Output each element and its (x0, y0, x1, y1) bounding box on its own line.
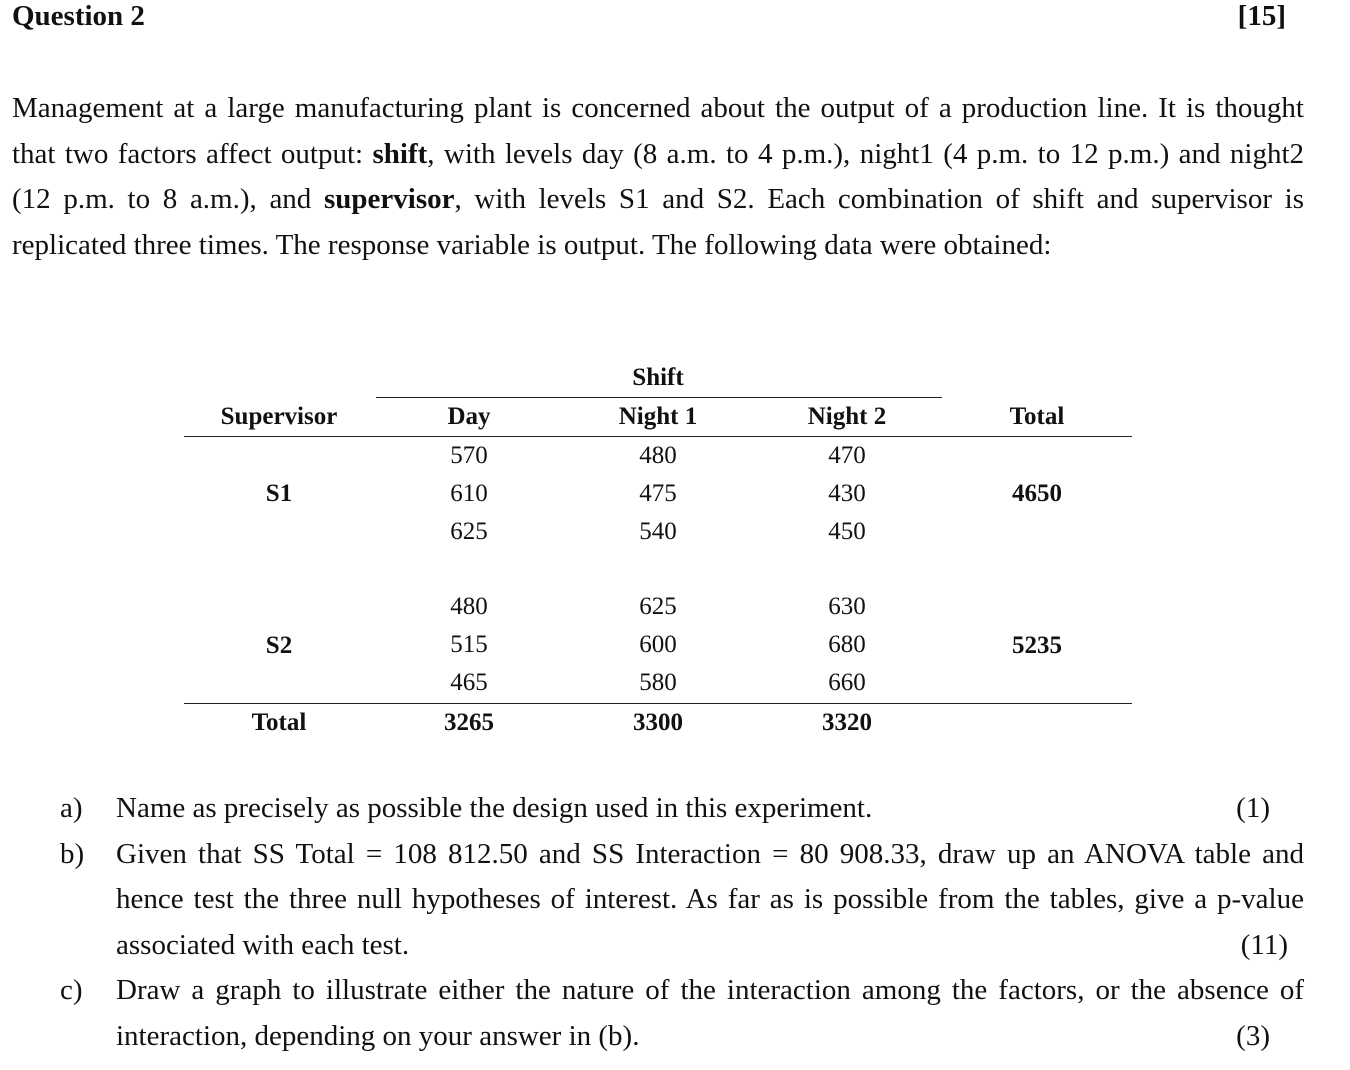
s2-total: 5235 (1012, 632, 1062, 659)
intro-shift-word: shift (372, 137, 428, 170)
total-night2: 3320 (822, 709, 872, 736)
col-night1: Night 1 (618, 403, 698, 430)
sub-question-c (60, 968, 1304, 1059)
col-total: Total (1009, 403, 1065, 430)
s2-day-2: 515 (450, 631, 488, 658)
sub-question-marks: (3) (1236, 1019, 1270, 1052)
s1-night1-1: 480 (639, 442, 677, 469)
sub-question-b (60, 832, 1304, 969)
sub-question-marks: (11) (1240, 928, 1288, 961)
row-total-label: Total (251, 709, 307, 736)
sub-question-text: Name as precisely as possible the design used in this experiment. (116, 792, 873, 824)
s1-day-2: 610 (450, 480, 488, 507)
sub-questions (60, 786, 1304, 1059)
s1-night2-2: 430 (828, 480, 866, 507)
sub-question-label: c) (60, 974, 83, 1006)
shift-header: Shift (632, 364, 684, 391)
s1-night2-1: 470 (828, 442, 866, 469)
question-intro (12, 86, 1304, 268)
col-night2: Night 2 (807, 403, 887, 430)
header-rule (184, 436, 1132, 437)
row-s2-label: S2 (265, 632, 293, 659)
sub-question-text: Given that SS Total = 108 812.50 and SS Interaction = 80 908.33, draw up an ANOVA table and hence test the three null hypotheses of interest. As far as is possible from the tables, give a p-value associated with each test. (116, 837, 1304, 961)
sub-question-label: b) (60, 837, 85, 870)
sub-question-a (60, 786, 1304, 832)
total-day: 3265 (444, 709, 494, 736)
sub-question-marks: (1) (1236, 792, 1270, 824)
s1-day-3: 625 (450, 518, 488, 545)
s2-night2-1: 630 (828, 593, 866, 620)
s2-night2-3: 660 (828, 669, 866, 696)
s2-day-1: 480 (450, 593, 488, 620)
s1-total: 4650 (1012, 480, 1062, 507)
total-night1: 3300 (633, 709, 683, 736)
s2-night1-2: 600 (639, 631, 677, 658)
s2-day-3: 465 (450, 669, 488, 696)
question-total-marks: [15] (1237, 0, 1286, 32)
intro-supervisor-word: supervisor (323, 183, 455, 215)
total-rule (184, 703, 1132, 704)
s1-night2-3: 450 (828, 518, 866, 545)
s2-night1-1: 625 (639, 593, 677, 620)
row-s1-label: S1 (265, 480, 293, 507)
col-supervisor: Supervisor (220, 403, 338, 430)
sub-question-text: Draw a graph to illustrate either the nature of the interaction among the factors, or the absence of interaction, depending on your answer in (b). (116, 974, 1304, 1052)
shift-rule (376, 397, 942, 398)
s1-night1-2: 475 (639, 480, 677, 507)
s2-night2-2: 680 (828, 631, 866, 658)
intro-text-1: Management at a large manufacturing plant is concerned about the output of a production line. It is thought that two factors affect output: (12, 92, 1304, 170)
intro-text-3: , with levels S1 and S2. Each combination of shift and supervisor is replicated three times. The response variable is output. The following data were obtained: (12, 183, 1304, 261)
intro-text-2: , with levels day (8 a.m. to 4 p.m.), night1 (4 p.m. to 12 p.m.) and night2 (12 p.m. to 8 a.m.), and (12, 137, 1304, 215)
question-title: Question 2 (12, 0, 145, 32)
col-day: Day (447, 403, 491, 430)
s1-day-1: 570 (450, 442, 488, 469)
s1-night1-3: 540 (639, 518, 677, 545)
sub-question-label: a) (60, 792, 83, 824)
s2-night1-3: 580 (639, 669, 677, 696)
